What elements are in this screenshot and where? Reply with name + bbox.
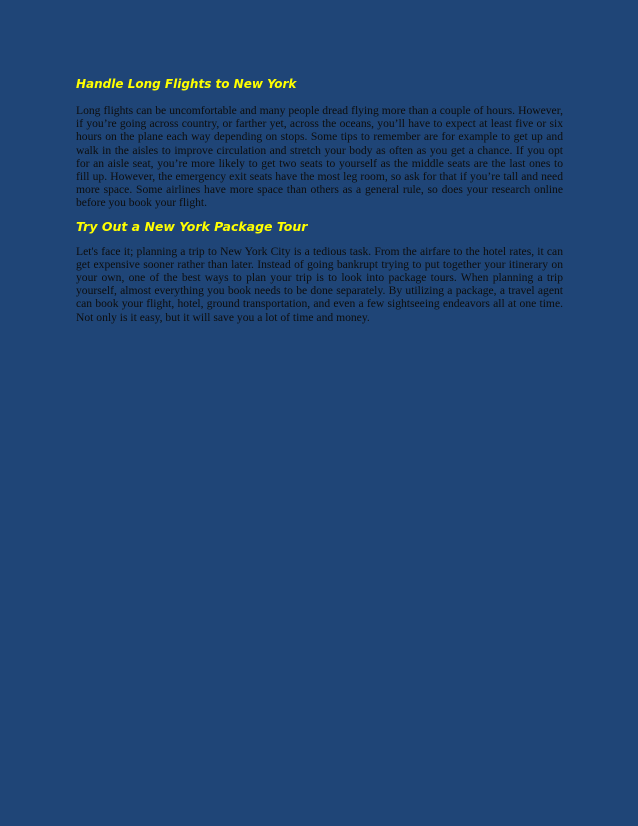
document-page	[76, 72, 563, 324]
section-body-package-tour: Let's face it; planning a trip to New York City is a tedious task. From the airfare to the hotel rates, it can get expensive sooner rather than later. Instead of going bankrupt trying to put together your itinerary on your own, one of the best ways to plan your trip is to look into package tours. When planning a trip yourself, almost everything you book needs to be done separately. By utilizing a package, a travel agent can book your flight, hotel, ground transportation, and even a few sightseeing endeavors all at one time. Not only is it easy, but it will save you a lot of time and money.	[76, 244, 563, 324]
section-heading-package-tour: Try Out a New York Package Tour	[76, 218, 308, 234]
section-heading-long-flights: Handle Long Flights to New York	[76, 77, 297, 91]
section-body-long-flights: Long flights can be uncomfortable and many people dread flying more than a couple of hours. However, if you’re going across country, or farther yet, across the oceans, you’ll have to expect at least five or six hours on the plane each way depending on stops. Some tips to remember are for example to get up and walk in the aisles to improve circulation and stretch your body as often as you get a chance. If you opt for an aisle seat, you’re more likely to get two seats to yourself as the middle seats are the last ones to fill up. However, the emergency exit seats have the most leg room, so ask for that if you’re tall and need more space. Some airlines have more space than others as a general rule, so does your research online before you book your flight.	[76, 104, 563, 210]
